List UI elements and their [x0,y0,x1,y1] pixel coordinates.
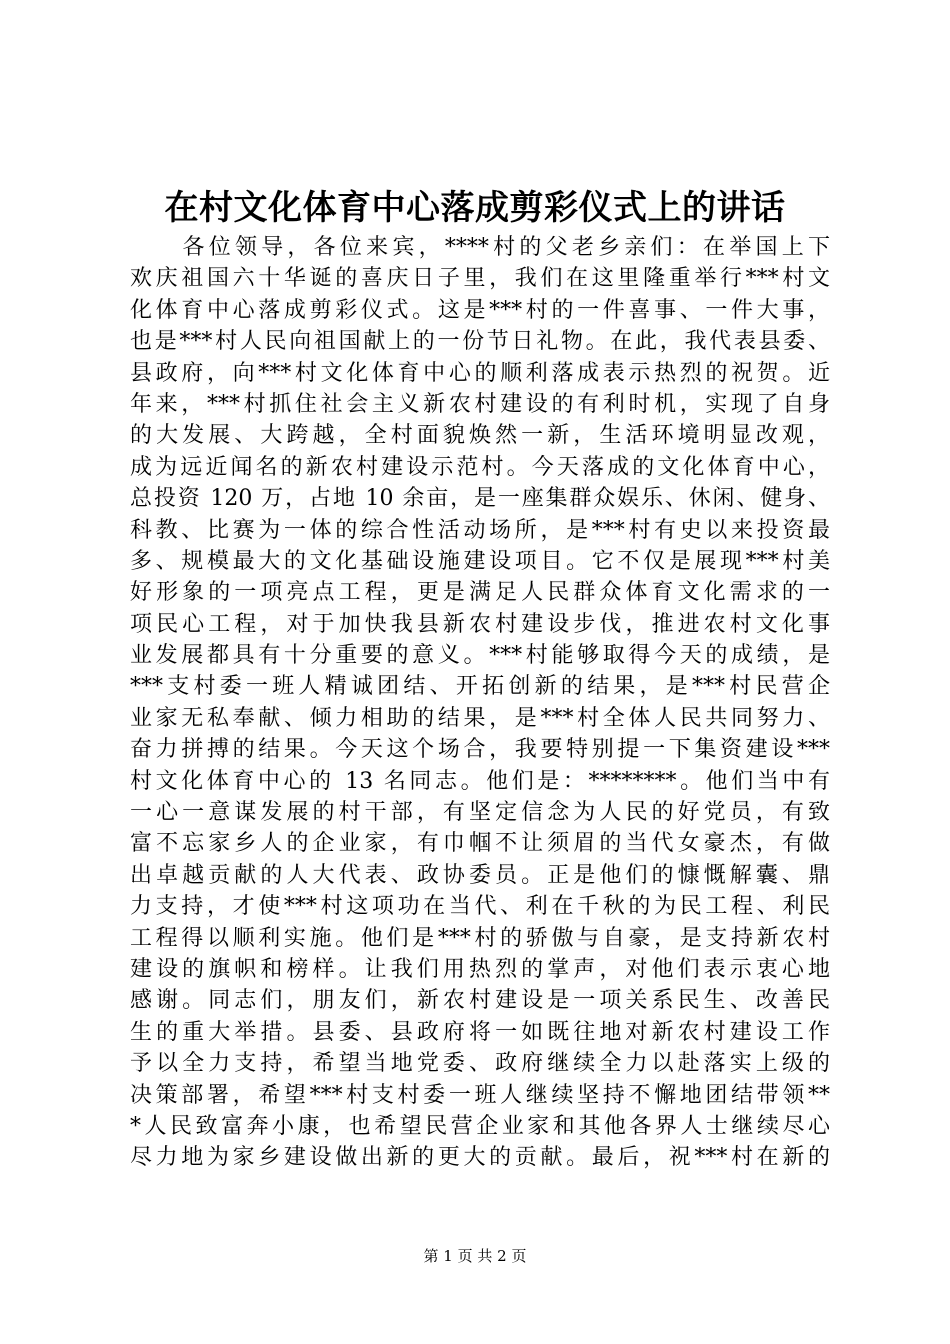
body-line: 各位领导，各位来宾，****村的父老乡亲们：在举国上下 [130,235,830,260]
body-line: *人民致富奔小康，也希望民营企业家和其他各界人士继续尽心 [130,1113,830,1139]
page-footer: 第 1 页 共 2 页 [423,1247,527,1265]
body-line: 予以全力支持，希望当地党委、政府继续全力以赴落实上级的 [130,1051,830,1077]
body-line: 总投资 120 万，占地 10 余亩，是一座集群众娱乐、休闲、健身、 [130,486,830,512]
body-line: 科教、比赛为一体的综合性活动场所，是***村有史以来投资最 [130,517,830,543]
body-line: 成为远近闻名的新农村建设示范村。今天落成的文化体育中心， [130,454,830,480]
body-line: 工程得以顺利实施。他们是***村的骄傲与自豪，是支持新农村 [130,925,830,951]
body-line: 化体育中心落成剪彩仪式。这是***村的一件喜事、一件大事， [130,297,830,323]
body-line: 项民心工程，对于加快我县新农村建设步伐，推进农村文化事 [130,611,830,637]
body-line: 的大发展、大跨越，全村面貌焕然一新，生活环境明显改观， [130,423,830,449]
document-title: 在村文化体育中心落成剪彩仪式上的讲话 [164,188,786,228]
body-line: ***支村委一班人精诚团结、开拓创新的结果，是***村民营企 [130,674,830,700]
body-line: 县政府，向***村文化体育中心的顺利落成表示热烈的祝贺。近 [130,360,830,386]
body-line: 感谢。同志们，朋友们，新农村建设是一项关系民生、改善民 [130,988,830,1014]
body-line: 一心一意谋发展的村干部，有坚定信念为人民的好党员，有致 [130,800,830,826]
body-line: 村文化体育中心的 13 名同志。他们是：********。他们当中有 [130,768,830,794]
body-line: 尽力地为家乡建设做出新的更大的贡献。最后，祝***村在新的 [130,1145,830,1171]
body-line: 欢庆祖国六十华诞的喜庆日子里，我们在这里隆重举行***村文 [130,266,830,292]
document-body [130,232,830,1174]
body-line: 也是***村人民向祖国献上的一份节日礼物。在此，我代表县委、 [130,329,830,355]
body-line: 力支持，才使***村这项功在当代、利在千秋的为民工程、利民 [130,894,830,920]
body-line: 年来，***村抓住社会主义新农村建设的有利时机，实现了自身 [130,391,830,417]
body-line: 好形象的一项亮点工程，更是满足人民群众体育文化需求的一 [130,580,830,606]
body-line: 出卓越贡献的人大代表、政协委员。正是他们的慷慨解囊、鼎 [130,862,830,888]
body-line: 奋力拼搏的结果。今天这个场合，我要特别提一下集资建设*** [130,737,830,763]
body-line: 建设的旗帜和榜样。让我们用热烈的掌声，对他们表示衷心地 [130,956,830,982]
body-line: 决策部署，希望***村支村委一班人继续坚持不懈地团结带领** [130,1082,830,1108]
body-line: 生的重大举措。县委、县政府将一如既往地对新农村建设工作 [130,1019,830,1045]
body-line: 业家无私奉献、倾力相助的结果，是***村全体人民共同努力、 [130,705,830,731]
body-line: 多、规模最大的文化基础设施建设项目。它不仅是展现***村美 [130,548,830,574]
body-line: 业发展都具有十分重要的意义。***村能够取得今天的成绩，是 [130,643,830,669]
body-line: 富不忘家乡人的企业家，有巾帼不让须眉的当代女豪杰，有做 [130,831,830,857]
